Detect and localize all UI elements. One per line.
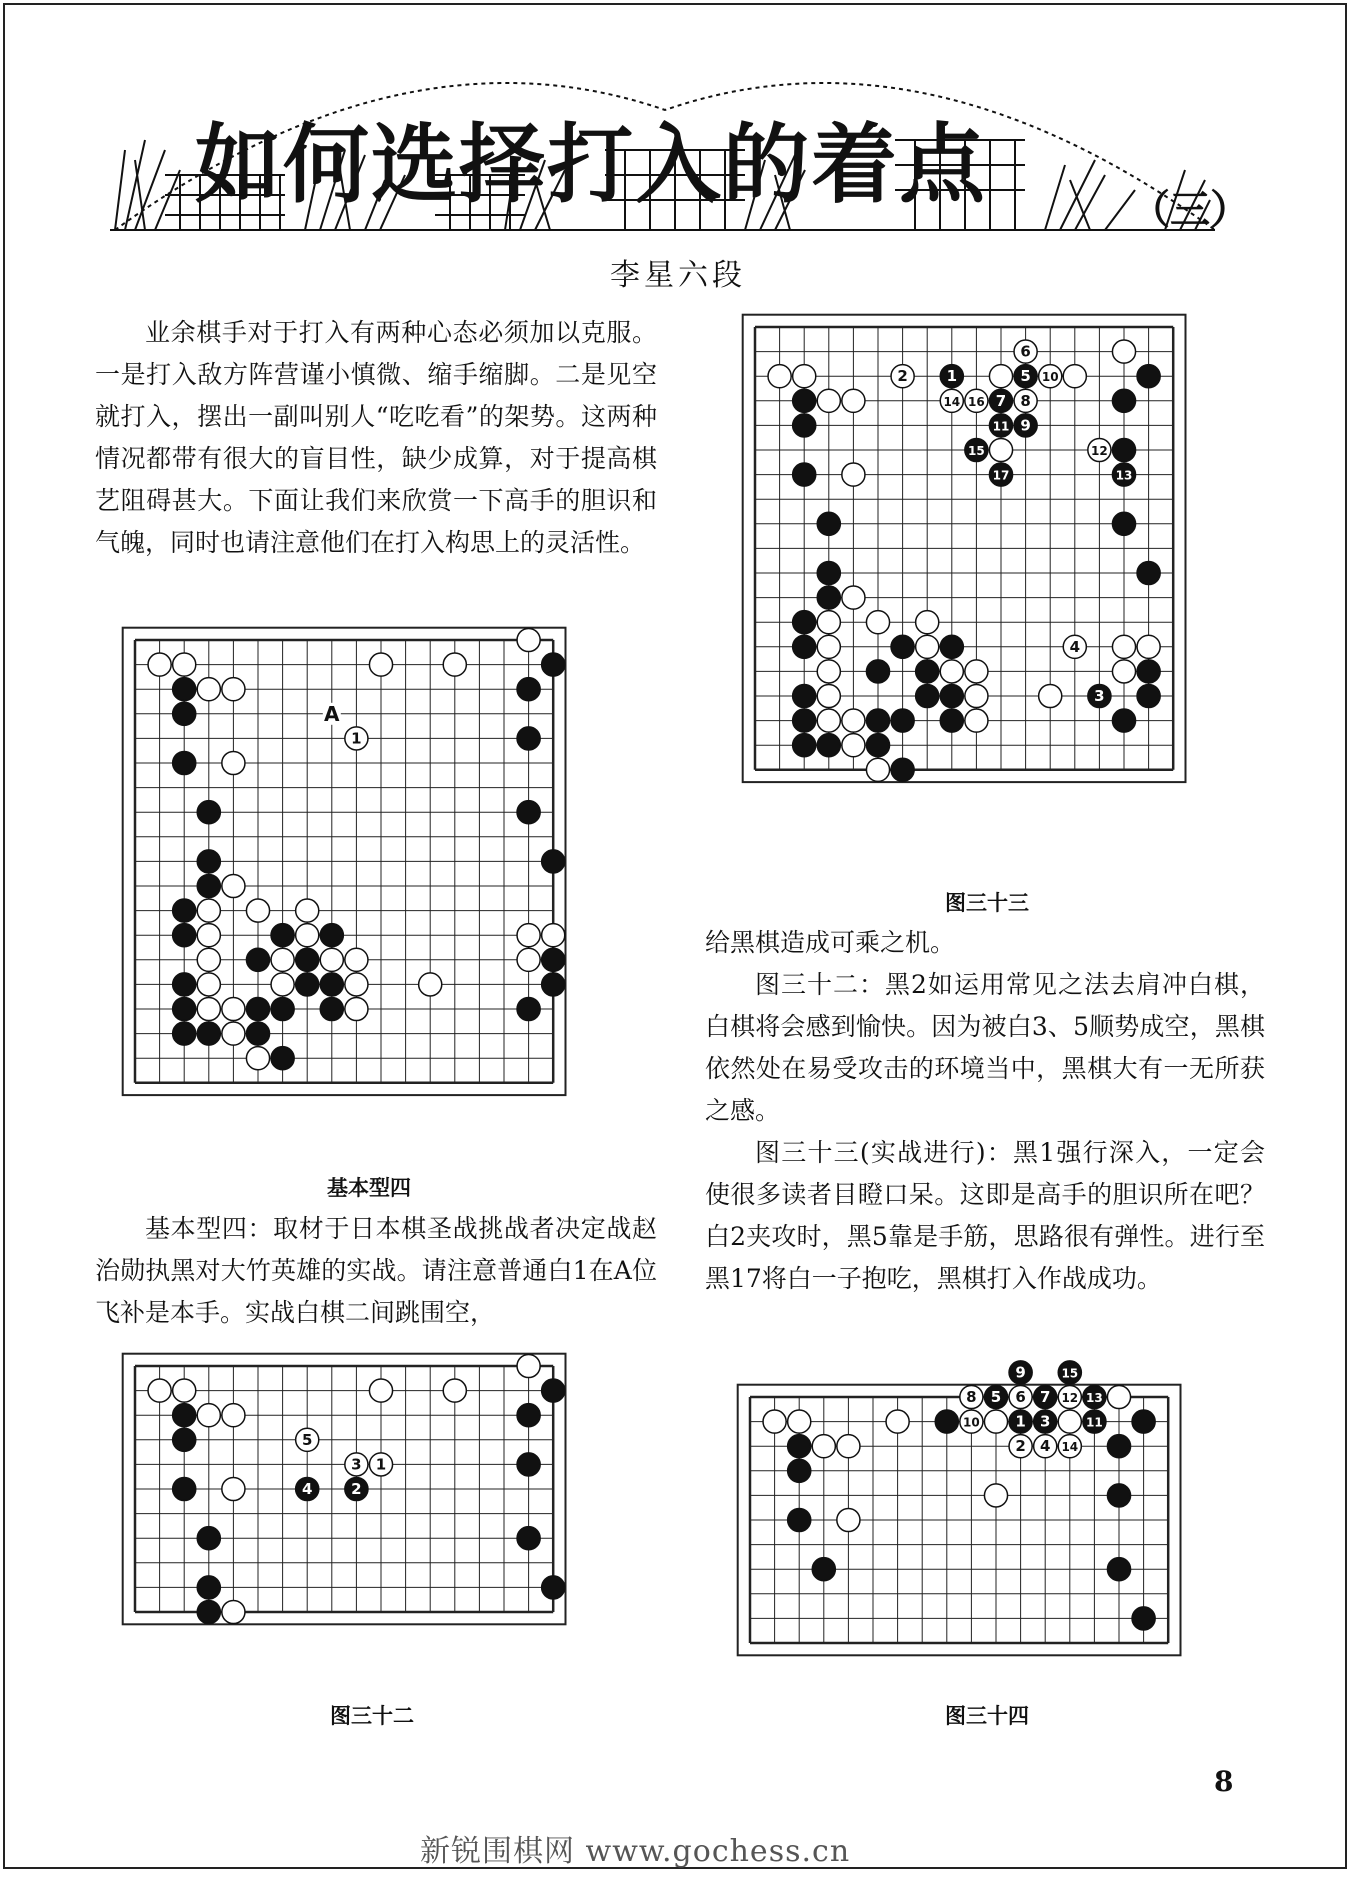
stone-disc [935,1410,958,1433]
move-number: 1 [351,729,362,748]
black-stone [1107,1558,1130,1581]
move-number: 3 [1039,1412,1051,1431]
white-stone [886,1410,909,1433]
caption-figure-33: 图三十三 [945,891,1029,915]
stone-disc [788,1459,811,1482]
white-stone [837,1435,860,1458]
stone-disc [1107,1558,1130,1581]
move-number: 13 [1086,1391,1103,1405]
fig33-paragraph: 图三十三(实战进行)：黑1强行深入，一定会使很多读者目瞪口呆。这即是高手的胆识所在吧？白2夹攻时，黑5靠是手筋，思路很有弹性。进行至黑17将白一子抱吃，黑棋打入作战成功。 [705,1138,1265,1293]
move-number: 7 [995,391,1007,410]
black-stone-5 [984,1385,1007,1408]
author: 李星六段 [610,258,746,293]
page-title: 如何选择打入的着点 [195,115,987,215]
stone-disc [984,1410,1007,1433]
move-number: 11 [1086,1415,1103,1430]
black-stone [788,1459,811,1482]
move-number: 12 [1061,1391,1079,1405]
white-stone [1058,1410,1081,1433]
fig32-paragraph: 图三十二：黑2如运用常见之法去肩冲白棋，白棋将会感到愉快。因为被白3、5顺势成空，黑棋依然处在易受攻击的环境当中，黑棋大有一无所获之感。 [705,970,1265,1125]
continued-paragraph: 给黑棋造成可乘之机。 [705,928,956,957]
white-stone-12 [1058,1385,1081,1408]
caption-basic-type-4: 基本型四 [327,1176,411,1200]
move-number: 8 [1020,391,1031,410]
white-stone-14 [1058,1435,1081,1458]
move-number: 9 [1015,1363,1026,1382]
white-stone [812,1435,835,1458]
basic-type-paragraph: 基本型四：取材于日本棋圣战挑战者决定战赵治勋执黑对大竹英雄的实战。请注意普通白1在A位飞补是本手。实战白棋二间跳围空， [95,1214,657,1327]
stone-disc [1107,1435,1130,1458]
white-stone [1107,1385,1130,1408]
move-number: 8 [966,1388,977,1406]
move-number: 7 [1039,1388,1051,1406]
page-number: 8 [1214,1765,1234,1798]
black-stone [1132,1607,1155,1630]
move-number: 14 [1061,1440,1079,1455]
stone-disc [788,1410,811,1433]
move-number: 9 [1020,416,1031,435]
black-stone [1107,1484,1130,1507]
white-stone-4 [1034,1435,1057,1458]
white-stone [837,1508,860,1531]
stone-disc [837,1435,860,1458]
white-stone-6 [1009,1385,1032,1408]
black-stone-15 [1058,1361,1081,1384]
stone-disc [1132,1410,1155,1433]
caption-figure-34: 图三十四 [945,1704,1029,1728]
white-stone [763,1410,786,1433]
white-stone [984,1410,1007,1433]
move-number: 17 [992,468,1010,483]
point-label-a: A [324,701,340,726]
stone-disc [788,1508,811,1531]
white-stone [984,1484,1007,1507]
move-number: 6 [1015,1388,1026,1406]
white-stone [788,1410,811,1433]
stone-disc [812,1435,835,1458]
move-number: 16 [968,394,985,409]
move-number: 4 [301,1480,313,1498]
black-stone-3 [1034,1410,1057,1433]
move-number: 11 [992,419,1010,434]
white-stone-10 [960,1410,983,1433]
stone-disc [812,1558,835,1581]
move-number: 5 [301,1430,313,1449]
stone-disc [1058,1410,1081,1433]
move-number: 1 [1015,1412,1026,1431]
caption-figure-32: 图三十二 [330,1704,414,1728]
move-number: 2 [351,1480,362,1498]
stone-disc [1107,1385,1130,1408]
stone-disc [763,1410,786,1433]
move-number: 1 [946,367,958,386]
move-number: 10 [1041,370,1059,385]
black-stone-7 [1034,1385,1057,1408]
move-number: 13 [1115,468,1133,483]
move-number: 3 [351,1455,362,1474]
move-number: 15 [1061,1366,1079,1381]
black-stone-9 [1009,1361,1032,1384]
part-number: （三） [1130,187,1250,233]
white-stone-2 [1009,1435,1032,1458]
black-stone [1107,1435,1130,1458]
move-number: 12 [1091,444,1108,458]
move-number: 14 [943,394,961,409]
move-number: 1 [375,1455,387,1474]
move-number: 15 [968,444,985,458]
stone-disc [1132,1607,1155,1630]
move-number: 2 [897,367,908,386]
black-stone-1 [1009,1410,1032,1433]
black-stone [935,1410,958,1433]
stone-disc [788,1435,811,1458]
move-number: 3 [1094,687,1105,705]
move-number: 2 [1015,1437,1026,1456]
move-number: 5 [1020,367,1031,386]
stone-disc [886,1410,909,1433]
black-stone-13 [1083,1385,1106,1408]
black-stone-11 [1083,1410,1106,1433]
move-number: 4 [1039,1437,1051,1456]
black-stone [788,1435,811,1458]
move-number: 10 [963,1415,980,1430]
stone-disc [837,1508,860,1531]
intro-paragraph: 业余棋手对于打入有两种心态必须加以克服。一是打入敌方阵营谨小慎微、缩手缩脚。二是见空就打入，摆出一副叫别人“吃吃看”的架势。这两种情况都带有很大的盲目性，缺少成算，对于提高棋艺阻碍甚大。下面让我们来欣赏一下高手的胆识和气魄，同时也请注意他们在打入构思上的灵活性。 [95,318,657,557]
move-number: 6 [1020,342,1031,361]
move-number: 4 [1069,637,1081,656]
white-stone-8 [960,1385,983,1408]
black-stone [788,1508,811,1531]
footer-watermark: 新锐围棋网 www.gochess.cn [420,1834,851,1869]
stone-disc [1107,1484,1130,1507]
stone-disc [984,1484,1007,1507]
black-stone [812,1558,835,1581]
black-stone [1132,1410,1155,1433]
move-number: 5 [990,1388,1002,1406]
